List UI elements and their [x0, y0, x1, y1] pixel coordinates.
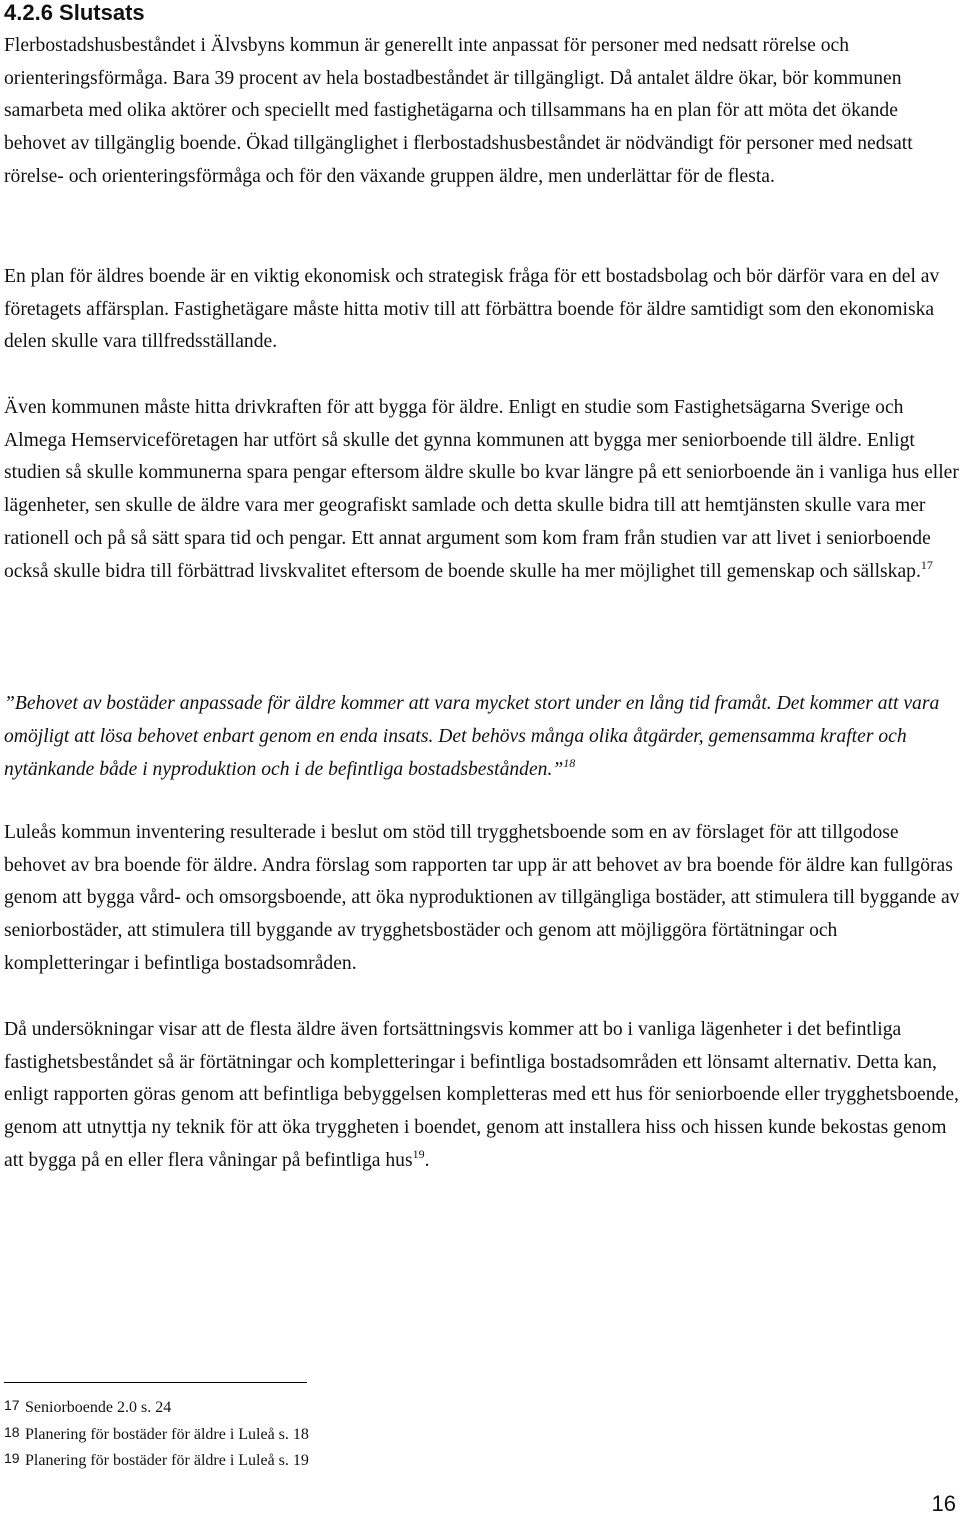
footnote-ref-18[interactable]: 18	[563, 756, 576, 770]
footnote-text: Seniorboende 2.0 s. 24	[25, 1399, 172, 1416]
footnote-18	[4, 1424, 309, 1445]
paragraph-3	[4, 392, 960, 588]
section-heading: 4.2.6 Slutsats	[4, 0, 145, 25]
paragraph-5-text: Då undersökningar visar att de flesta äldre även fortsättningsvis kommer att bo i vanliga lägenheter i det befintliga fastighetsbeståndet så är förtätningar och kompletteringar i befintliga bostadsområden ett lönsamt alternativ. Detta kan, enligt rapporten göras genom att befintliga bebyggelsen kompletteras med ett hus för seniorboende eller trygghetsboende, genom att utnyttja ny teknik för att öka tryggheten i boendet, genom att installera hiss och hissen kunde bekostas genom att bygga på en eller flera våningar på befintliga hus	[4, 1019, 959, 1171]
block-quote	[4, 687, 960, 786]
footnote-text: Planering för bostäder för äldre i Luleå s. 19	[25, 1452, 309, 1469]
paragraph-4	[4, 817, 960, 981]
footnote-19	[4, 1450, 309, 1471]
footnote-17	[4, 1397, 171, 1418]
block-quote-text: ”Behovet av bostäder anpassade för äldre kommer att vara mycket stort under en lång tid framåt. Det kommer att vara omöjligt att lösa behovet enbart genom en enda insats. Det behövs många olika åtgärder, gemensamma krafter och nytänkande både i nyproduktion och i de befintliga bostadsbestånden.”	[4, 693, 940, 780]
paragraph-1	[4, 30, 960, 194]
paragraph-2	[4, 261, 960, 359]
footnote-text: Planering för bostäder för äldre i Luleå s. 18	[25, 1426, 309, 1443]
page-number: 16	[931, 1491, 956, 1516]
paragraph-3-text: Även kommunen måste hitta drivkraften för att bygga för äldre. Enligt en studie som Fastighetsägarna Sverige och Almega Hemserviceföretagen har utfört så skulle det gynna kommunen att bygga mer seniorboende till äldre. Enligt studien så skulle kommunerna spara pengar eftersom äldre skulle bo kvar längre på ett seniorboende än i vanliga hus eller lägenheter, sen skulle de äldre vara mer geografiskt samlade och detta skulle bidra till att hemtjänsten skulle vara mer rationell och på så sätt spara tid och pengar. Ett annat argument som kom fram från studien var att livet i seniorboende också skulle bidra till förbättrad livskvalitet eftersom de boende skulle ha mer möjlighet till gemenskap och sällskap.	[4, 397, 959, 582]
paragraph-5-end: .	[424, 1149, 430, 1171]
footnote-number: 17	[4, 1397, 20, 1413]
paragraph-2-text: En plan för äldres boende är en viktig ekonomisk och strategisk fråga för ett bostadsbolag och bör därför vara en del av företagets affärsplan. Fastighetägare måste hitta motiv till att förbättra boende för äldre samtidigt som den ekonomiska delen skulle vara tillfredsställande.	[4, 266, 940, 353]
footnote-number: 18	[4, 1424, 20, 1440]
footnote-divider	[4, 1382, 307, 1383]
footnote-ref-19[interactable]: 19	[412, 1146, 425, 1161]
footnote-ref-17[interactable]: 17	[920, 557, 933, 572]
paragraph-5	[4, 1014, 960, 1178]
paragraph-4-text: Luleås kommun inventering resulterade i beslut om stöd till trygghetsboende som en av förslaget för att tillgodose behovet av bra boende för äldre. Andra förslag som rapporten tar upp är att behovet av bra boende för äldre kan fullgöras genom att bygga vård- och omsorgsboende, att öka nyproduktionen av tillgängliga bostäder, att stimulera till byggande av seniorbostäder, att stimulera till byggande av trygghetsbostäder och genom att möjliggöra förtätningar och kompletteringar i befintliga bostadsområden.	[4, 822, 960, 974]
footnote-number: 19	[4, 1450, 20, 1466]
paragraph-1-text: Flerbostadshusbeståndet i Älvsbyns kommun är generellt inte anpassat för personer med nedsatt rörelse och orienteringsförmåga. Bara 39 procent av hela bostadbeståndet är tillgängligt. Då antalet äldre ökar, bör kommunen samarbeta med olika aktörer och speciellt med fastighetägarna och tillsammans ha en plan för att möta det ökande behovet av tillgänglig boende. Ökad tillgänglighet i flerbostadshusbeståndet är nödvändigt för personer med nedsatt rörelse- och orienteringsförmåga och för den växande gruppen äldre, men underlättar för de flesta.	[4, 35, 913, 187]
